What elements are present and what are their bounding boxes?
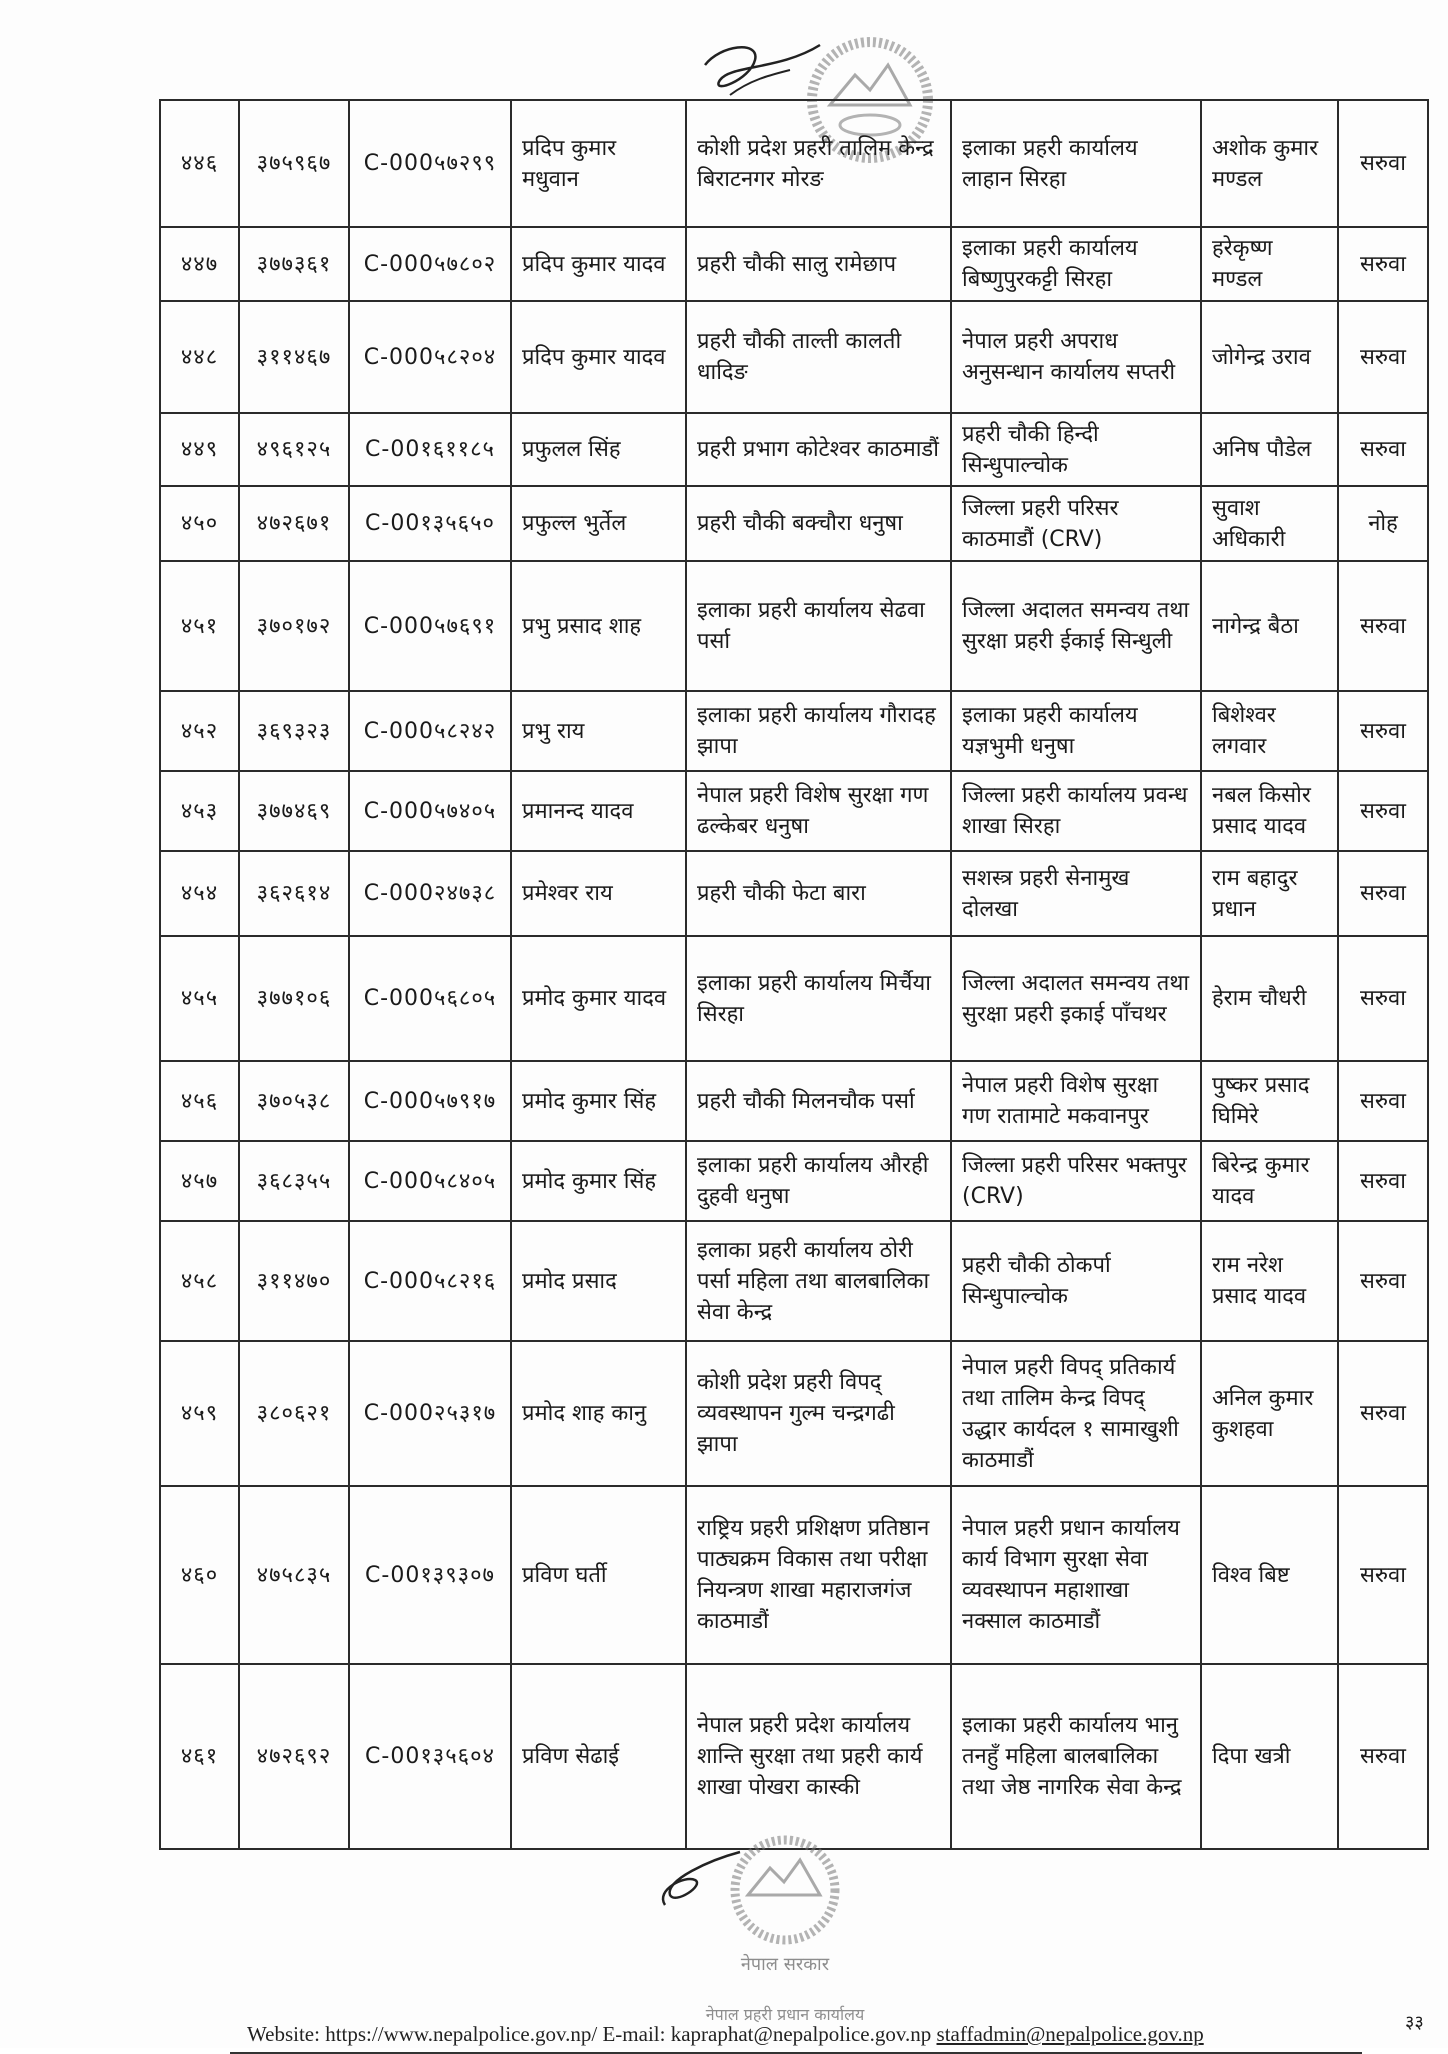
replacement-name-cell: अशोक कुमार मण्डल [1201, 100, 1338, 227]
employee-id-cell: ३८०६२१ [239, 1341, 349, 1486]
new-office-cell: इलाका प्रहरी कार्यालय भानु तनहुँ महिला बालबालिका तथा जेष्ठ नागरिक सेवा केन्द्र [951, 1664, 1201, 1849]
replacement-name-cell: दिपा खत्री [1201, 1664, 1338, 1849]
staff-code-cell: C-000५७९१७ [349, 1061, 511, 1141]
email-link-2[interactable]: staffadmin@nepalpolice.gov.np [936, 2022, 1204, 2046]
status-label-cell: सरुवा [1338, 301, 1428, 413]
new-office-cell: प्रहरी चौकी ठोकर्पा सिन्धुपाल्चोक [951, 1221, 1201, 1341]
staff-code-cell: C-000२४७३८ [349, 851, 511, 936]
replacement-name-cell: विश्व बिष्ट [1201, 1486, 1338, 1664]
serial-number-cell: ४४७ [160, 227, 239, 301]
employee-id-cell: ४७२६७१ [239, 486, 349, 561]
table-row [160, 301, 1428, 413]
replacement-name-cell: राम नरेश प्रसाद यादव [1201, 1221, 1338, 1341]
new-office-cell: जिल्ला प्रहरी परिसर काठमाडौं (CRV) [951, 486, 1201, 561]
employee-id-cell: ४७२६९२ [239, 1664, 349, 1849]
status-label-cell: सरुवा [1338, 771, 1428, 851]
new-office-cell: नेपाल प्रहरी विपद् प्रतिकार्य तथा तालिम केन्द्र विपद् उद्धार कार्यदल १ सामाखुशी काठमाडौं [951, 1341, 1201, 1486]
new-office-cell: प्रहरी चौकी हिन्दी सिन्धुपाल्चोक [951, 413, 1201, 486]
new-office-cell: जिल्ला प्रहरी कार्यालय प्रवन्ध शाखा सिरहा [951, 771, 1201, 851]
table-row [160, 1341, 1428, 1486]
serial-number-cell: ४५४ [160, 851, 239, 936]
new-office-cell: नेपाल प्रहरी प्रधान कार्यालय कार्य विभाग सुरक्षा सेवा व्यवस्थापन महाशाखा नक्साल काठमाडौं [951, 1486, 1201, 1664]
employee-name-cell: प्रदिप कुमार मधुवान [511, 100, 686, 227]
employee-id-cell: ३७५९६७ [239, 100, 349, 227]
table-row [160, 1221, 1428, 1341]
serial-number-cell: ४६० [160, 1486, 239, 1664]
staff-code-cell: C-000५७४०५ [349, 771, 511, 851]
employee-name-cell: प्रफुलल सिंह [511, 413, 686, 486]
new-office-cell: सशस्त्र प्रहरी सेनामुख दोलखा [951, 851, 1201, 936]
current-office-cell: इलाका प्रहरी कार्यालय मिर्चैया सिरहा [686, 936, 951, 1061]
current-office-cell: राष्ट्रिय प्रहरी प्रशिक्षण प्रतिष्ठान पाठ्यक्रम विकास तथा परीक्षा नियन्त्रण शाखा महाराजगंज काठमाडौं [686, 1486, 951, 1664]
current-office-cell: प्रहरी चौकी सालु रामेछाप [686, 227, 951, 301]
staff-code-cell: C-000५८२०४ [349, 301, 511, 413]
replacement-name-cell: पुष्कर प्रसाद घिमिरे [1201, 1061, 1338, 1141]
current-office-cell: प्रहरी चौकी मिलनचौक पर्सा [686, 1061, 951, 1141]
serial-number-cell: ४५५ [160, 936, 239, 1061]
employee-id-cell: ३६२६१४ [239, 851, 349, 936]
current-office-cell: इलाका प्रहरी कार्यालय सेढवा पर्सा [686, 561, 951, 691]
employee-name-cell: प्रदिप कुमार यादव [511, 227, 686, 301]
employee-name-cell: प्रविण घर्ती [511, 1486, 686, 1664]
employee-id-cell: ३६८३५५ [239, 1141, 349, 1221]
staff-code-cell: C-000२५३१७ [349, 1341, 511, 1486]
status-label-cell: सरुवा [1338, 851, 1428, 936]
staff-code-cell: C-00१३५६५० [349, 486, 511, 561]
status-label-cell: सरुवा [1338, 561, 1428, 691]
official-seal-bottom-icon [705, 1830, 865, 2030]
status-label-cell: सरुवा [1338, 227, 1428, 301]
staff-code-cell: C-00१३९३०७ [349, 1486, 511, 1664]
staff-code-cell: C-00१६११८५ [349, 413, 511, 486]
employee-name-cell: प्रमोद शाह कानु [511, 1341, 686, 1486]
status-label-cell: सरुवा [1338, 1061, 1428, 1141]
employee-name-cell: प्रविण सेढाई [511, 1664, 686, 1849]
email-link-1[interactable]: kapraphat@nepalpolice.gov.np [670, 2022, 932, 2046]
status-label-cell: सरुवा [1338, 1221, 1428, 1341]
new-office-cell: जिल्ला प्रहरी परिसर भक्तपुर (CRV) [951, 1141, 1201, 1221]
staff-code-cell: C-000५८२१६ [349, 1221, 511, 1341]
current-office-cell: इलाका प्रहरी कार्यालय गौरादह झापा [686, 691, 951, 771]
replacement-name-cell: राम बहादुर प्रधान [1201, 851, 1338, 936]
table-row [160, 1664, 1428, 1849]
signature-bottom-icon [655, 1850, 745, 1910]
website-label: Website: [247, 2022, 320, 2046]
replacement-name-cell: जोगेन्द्र उराव [1201, 301, 1338, 413]
employee-id-cell: ४९६१२५ [239, 413, 349, 486]
current-office-cell: प्रहरी चौकी ताल्ती कालती धादिङ [686, 301, 951, 413]
serial-number-cell: ४४८ [160, 301, 239, 413]
status-label-cell: सरुवा [1338, 936, 1428, 1061]
table-row [160, 691, 1428, 771]
employee-id-cell: ३६९३२३ [239, 691, 349, 771]
table-row [160, 100, 1428, 227]
table-row [160, 1486, 1428, 1664]
staff-code-cell: C-000५७८०२ [349, 227, 511, 301]
replacement-name-cell: अनिल कुमार कुशहवा [1201, 1341, 1338, 1486]
new-office-cell: जिल्ला अदालत समन्वय तथा सुरक्षा प्रहरी ईकाई सिन्धुली [951, 561, 1201, 691]
employee-name-cell: प्रमोद प्रसाद [511, 1221, 686, 1341]
serial-number-cell: ४५७ [160, 1141, 239, 1221]
employee-id-cell: ४७५८३५ [239, 1486, 349, 1664]
table-row [160, 1061, 1428, 1141]
replacement-name-cell: बिशेश्वर लगवार [1201, 691, 1338, 771]
replacement-name-cell: नागेन्द्र बैठा [1201, 561, 1338, 691]
employee-id-cell: ३७७१०६ [239, 936, 349, 1061]
email-label: E-mail: [602, 2022, 666, 2046]
staff-code-cell: C-00१३५६०४ [349, 1664, 511, 1849]
status-label-cell: सरुवा [1338, 691, 1428, 771]
status-label-cell: सरुवा [1338, 1341, 1428, 1486]
replacement-name-cell: हेराम चौधरी [1201, 936, 1338, 1061]
employee-id-cell: ३११४७० [239, 1221, 349, 1341]
staff-code-cell: C-000५७२९९ [349, 100, 511, 227]
employee-name-cell: प्रमोद कुमार सिंह [511, 1061, 686, 1141]
table-row [160, 227, 1428, 301]
serial-number-cell: ४५१ [160, 561, 239, 691]
staff-code-cell: C-000५७६९१ [349, 561, 511, 691]
current-office-cell: कोशी प्रदेश प्रहरी विपद् व्यवस्थापन गुल्म चन्द्रगढी झापा [686, 1341, 951, 1486]
status-label-cell: सरुवा [1338, 100, 1428, 227]
page-number: ३३ [1405, 2012, 1424, 2033]
status-label-cell: नोह [1338, 486, 1428, 561]
employee-name-cell: प्रमानन्द यादव [511, 771, 686, 851]
serial-number-cell: ४५० [160, 486, 239, 561]
serial-number-cell: ४६१ [160, 1664, 239, 1849]
replacement-name-cell: बिरेन्द्र कुमार यादव [1201, 1141, 1338, 1221]
replacement-name-cell: अनिष पौडेल [1201, 413, 1338, 486]
status-label-cell: सरुवा [1338, 1486, 1428, 1664]
seal-text-bottom: नेपाल प्रहरी प्रधान कार्यालय [705, 2005, 865, 2024]
employee-name-cell: प्रमोद कुमार सिंह [511, 1141, 686, 1221]
replacement-name-cell: नबल किसोर प्रसाद यादव [1201, 771, 1338, 851]
new-office-cell: इलाका प्रहरी कार्यालय लाहान सिरहा [951, 100, 1201, 227]
new-office-cell: जिल्ला अदालत समन्वय तथा सुरक्षा प्रहरी इकाई पाँचथर [951, 936, 1201, 1061]
current-office-cell: प्रहरी चौकी बक्चौरा धनुषा [686, 486, 951, 561]
employee-name-cell: प्रभु प्रसाद शाह [511, 561, 686, 691]
seal-text-top: नेपाल सरकार [740, 1954, 830, 1975]
current-office-cell: प्रहरी चौकी फेटा बारा [686, 851, 951, 936]
current-office-cell: नेपाल प्रहरी विशेष सुरक्षा गण ढल्केबर धनुषा [686, 771, 951, 851]
serial-number-cell: ४४९ [160, 413, 239, 486]
website-link[interactable]: https://www.nepalpolice.gov.np/ [325, 2022, 598, 2046]
table-row [160, 413, 1428, 486]
status-label-cell: सरुवा [1338, 413, 1428, 486]
current-office-cell: कोशी प्रदेश प्रहरी तालिम केन्द्र बिराटनगर मोरङ [686, 100, 951, 227]
serial-number-cell: ४५२ [160, 691, 239, 771]
employee-id-cell: ३७०१७२ [239, 561, 349, 691]
current-office-cell: इलाका प्रहरी कार्यालय औरही दुहवी धनुषा [686, 1141, 951, 1221]
current-office-cell: नेपाल प्रहरी प्रदेश कार्यालय शान्ति सुरक्षा तथा प्रहरी कार्य शाखा पोखरा कास्की [686, 1664, 951, 1849]
employee-id-cell: ३७७४६९ [239, 771, 349, 851]
serial-number-cell: ४५३ [160, 771, 239, 851]
status-label-cell: सरुवा [1338, 1664, 1428, 1849]
new-office-cell: इलाका प्रहरी कार्यालय बिष्णुपुरकट्टी सिरहा [951, 227, 1201, 301]
new-office-cell: नेपाल प्रहरी अपराध अनुसन्धान कार्यालय सप्तरी [951, 301, 1201, 413]
employee-id-cell: ३११४६७ [239, 301, 349, 413]
status-label-cell: सरुवा [1338, 1141, 1428, 1221]
replacement-name-cell: सुवाश अधिकारी [1201, 486, 1338, 561]
replacement-name-cell: हरेकृष्ण मण्डल [1201, 227, 1338, 301]
staff-code-cell: C-000५६८०५ [349, 936, 511, 1061]
table-row [160, 1141, 1428, 1221]
table-row [160, 771, 1428, 851]
employee-id-cell: ३७७३६१ [239, 227, 349, 301]
transfer-table [159, 99, 1429, 1850]
table-row [160, 851, 1428, 936]
employee-id-cell: ३७०५३८ [239, 1061, 349, 1141]
new-office-cell: नेपाल प्रहरी विशेष सुरक्षा गण रातामाटे मकवानपुर [951, 1061, 1201, 1141]
table-row [160, 486, 1428, 561]
employee-name-cell: प्रदिप कुमार यादव [511, 301, 686, 413]
staff-code-cell: C-000५८४०५ [349, 1141, 511, 1221]
current-office-cell: प्रहरी प्रभाग कोटेश्वर काठमाडौं [686, 413, 951, 486]
employee-name-cell: प्रभु राय [511, 691, 686, 771]
employee-name-cell: प्रफुल्ल भुर्तेल [511, 486, 686, 561]
serial-number-cell: ४५६ [160, 1061, 239, 1141]
footer [247, 2022, 1367, 2047]
current-office-cell: इलाका प्रहरी कार्यालय ठोरी पर्सा महिला तथा बालबालिका सेवा केन्द्र [686, 1221, 951, 1341]
new-office-cell: इलाका प्रहरी कार्यालय यज्ञभुमी धनुषा [951, 691, 1201, 771]
staff-code-cell: C-000५८२४२ [349, 691, 511, 771]
employee-name-cell: प्रमोद कुमार यादव [511, 936, 686, 1061]
table-row [160, 561, 1428, 691]
serial-number-cell: ४५९ [160, 1341, 239, 1486]
serial-number-cell: ४५८ [160, 1221, 239, 1341]
employee-name-cell: प्रमेश्वर राय [511, 851, 686, 936]
serial-number-cell: ४४६ [160, 100, 239, 227]
table-row [160, 936, 1428, 1061]
